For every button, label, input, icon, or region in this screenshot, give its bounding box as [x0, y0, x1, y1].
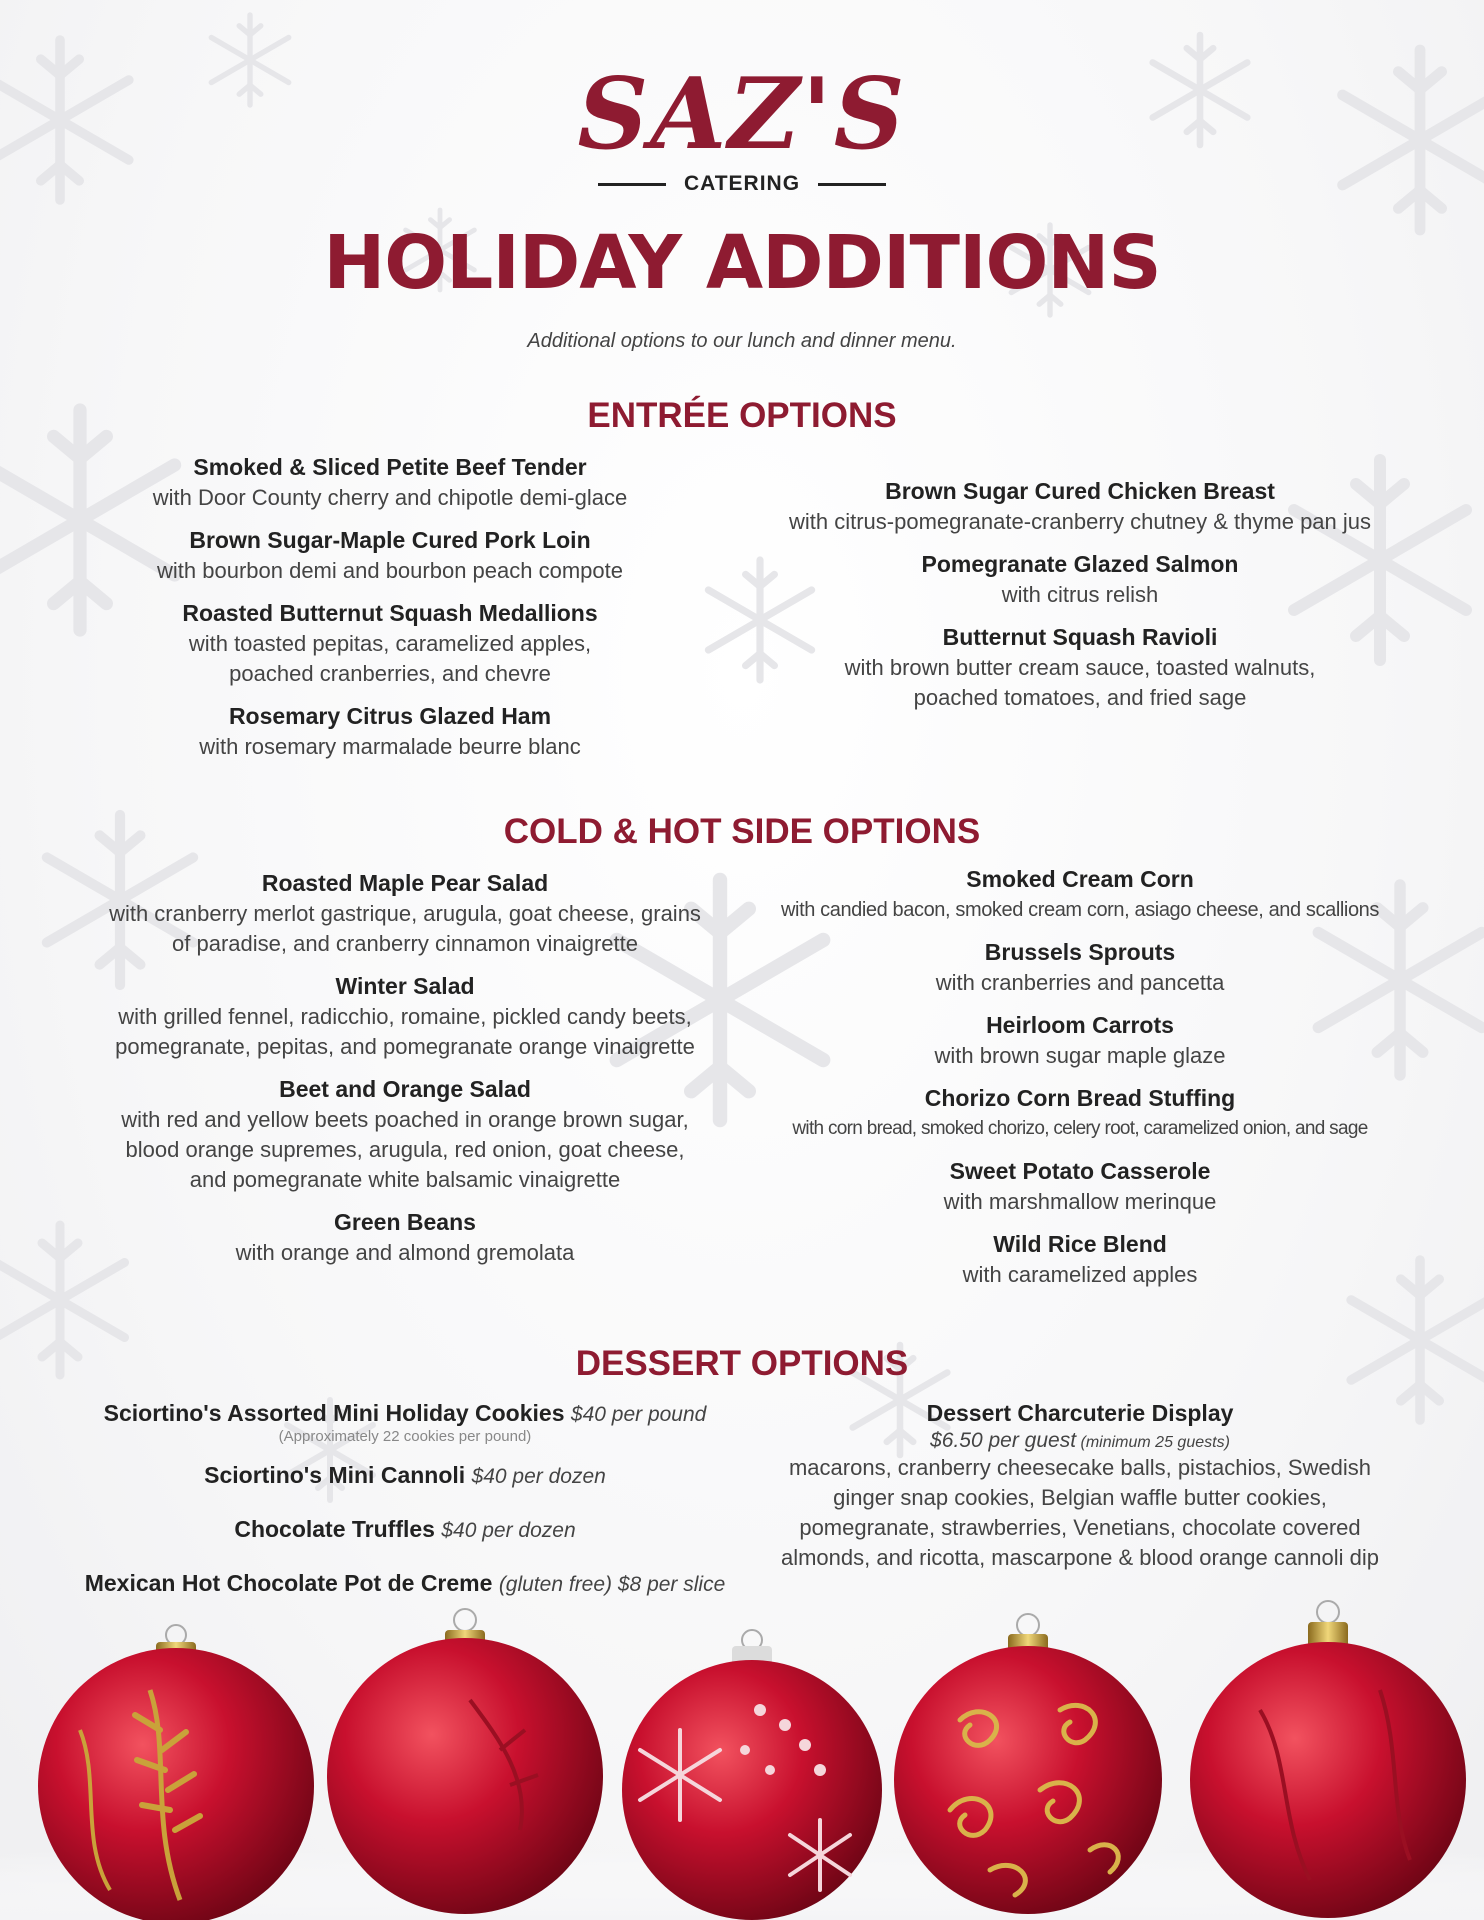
menu-item	[130, 452, 650, 513]
section-title-dessert: DESSERT OPTIONS	[575, 1344, 909, 1383]
logo-rule-left	[598, 183, 666, 186]
logo-subline	[0, 172, 1484, 196]
item-name: Sweet Potato Casserole	[949, 1158, 1211, 1184]
menu-item	[760, 622, 1400, 713]
menu-item	[100, 1207, 710, 1268]
item-name: Brussels Sprouts	[984, 939, 1176, 965]
item-desc: with cranberries and pancetta	[935, 970, 1225, 995]
item-desc: with red and yellow beets poached in orange brown sugar, blood orange supremes, arugula, red onion, goat cheese, and pomegranate white balsamic vinaigrette	[121, 1107, 689, 1192]
item-price: $6.50 per guest	[930, 1429, 1077, 1452]
page-subtitle: Additional options to our lunch and dinner menu.	[527, 330, 957, 352]
menu-item	[740, 1010, 1420, 1071]
menu-item	[740, 937, 1420, 998]
item-name: Sciortino's Assorted Mini Holiday Cookies	[103, 1400, 565, 1426]
item-desc: with orange and almond gremolata	[235, 1240, 575, 1265]
item-price: $40 per dozen	[441, 1519, 576, 1542]
ornament-4	[894, 1614, 1162, 1914]
item-price: $40 per dozen	[471, 1465, 606, 1488]
item-desc: with corn bread, smoked chorizo, celery root, caramelized onion, and sage	[792, 1118, 1368, 1139]
menu-item	[740, 1083, 1420, 1144]
menu-item	[100, 868, 710, 959]
entree-right-column	[760, 476, 1400, 725]
item-price-line	[770, 1429, 1390, 1453]
dessert-right-column	[770, 1398, 1390, 1573]
item-name: Green Beans	[334, 1209, 476, 1235]
item-desc: with rosemary marmalade beurre blanc	[199, 734, 581, 759]
item-desc: with brown sugar maple glaze	[934, 1043, 1226, 1068]
menu-item	[740, 864, 1420, 925]
section-title-entree: ENTRÉE OPTIONS	[587, 396, 897, 435]
item-name: Smoked Cream Corn	[966, 866, 1194, 892]
item-name: Mexican Hot Chocolate Pot de Creme	[84, 1570, 493, 1596]
menu-item	[760, 476, 1400, 537]
item-desc: with citrus relish	[1001, 582, 1159, 607]
ornament-3	[622, 1630, 882, 1920]
item-name: Rosemary Citrus Glazed Ham	[228, 703, 552, 729]
item-desc: with citrus-pomegranate-cranberry chutney & thyme pan jus	[788, 509, 1372, 534]
item-desc: with candied bacon, smoked cream corn, asiago cheese, and scallions	[781, 899, 1379, 921]
item-price: (gluten free) $8 per slice	[498, 1573, 726, 1596]
ornament-5	[1190, 1601, 1466, 1918]
item-desc: with toasted pepitas, caramelized apples, poached cranberries, and chevre	[188, 631, 592, 686]
item-name: Roasted Butternut Squash Medallions	[182, 600, 598, 626]
ornament-1	[38, 1625, 314, 1920]
item-name: Beet and Orange Salad	[279, 1076, 531, 1102]
menu-item	[130, 525, 650, 586]
item-desc: with marshmallow merinque	[943, 1189, 1217, 1214]
item-name: Chocolate Truffles	[234, 1516, 435, 1542]
logo-brand: SAZ'S	[577, 57, 907, 172]
menu-item	[760, 549, 1400, 610]
logo-sub-text: CATERING	[683, 172, 801, 195]
menu-item	[130, 598, 650, 689]
menu-item	[740, 1156, 1420, 1217]
menu-item	[60, 1514, 750, 1546]
item-name: Brown Sugar Cured Chicken Breast	[885, 478, 1275, 504]
item-name-line	[60, 1460, 750, 1492]
item-price: $40 per pound	[570, 1403, 707, 1426]
item-name: Smoked & Sliced Petite Beef Tender	[193, 454, 587, 480]
item-note: (minimum 25 guests)	[1080, 1434, 1230, 1451]
page-title: HOLIDAY ADDITIONS	[323, 220, 1161, 306]
item-name: Sciortino's Mini Cannoli	[204, 1462, 466, 1488]
item-name: Heirloom Carrots	[986, 1012, 1174, 1038]
menu-item	[130, 701, 650, 762]
item-name: Dessert Charcuterie Display	[926, 1400, 1234, 1426]
ornaments-image	[0, 1580, 1484, 1920]
item-name: Brown Sugar-Maple Cured Pork Loin	[189, 527, 591, 553]
logo	[0, 57, 1484, 196]
item-note: (Approximately 22 cookies per pound)	[278, 1428, 532, 1445]
menu-item	[60, 1398, 750, 1446]
item-name: Wild Rice Blend	[993, 1231, 1167, 1257]
menu-item	[740, 1229, 1420, 1290]
sides-right-column	[740, 864, 1420, 1302]
sides-left-column	[100, 868, 710, 1280]
item-name: Butternut Squash Ravioli	[942, 624, 1218, 650]
logo-rule-right	[818, 183, 886, 186]
item-desc: with grilled fennel, radicchio, romaine, pickled candy beets, pomegranate, pepitas, and pomegranate orange vinaigrette	[115, 1004, 695, 1059]
item-name-line	[60, 1398, 750, 1430]
ornament-2	[327, 1609, 603, 1914]
item-name-line	[60, 1514, 750, 1546]
item-name: Chorizo Corn Bread Stuffing	[924, 1085, 1236, 1111]
item-desc: with brown butter cream sauce, toasted walnuts, poached tomatoes, and fried sage	[844, 655, 1316, 710]
item-name: Pomegranate Glazed Salmon	[921, 551, 1239, 577]
item-desc: with bourbon demi and bourbon peach compote	[157, 558, 623, 583]
item-desc: macarons, cranberry cheesecake balls, pistachios, Swedish ginger snap cookies, Belgian waffle butter cookies, pomegranate, strawberries, Venetians, chocolate covered almonds, and ricotta, mascarpone & blood orange cannoli dip	[780, 1455, 1380, 1570]
entree-left-column	[130, 452, 650, 774]
item-desc: with caramelized apples	[962, 1262, 1198, 1287]
menu-item	[100, 1074, 710, 1195]
item-desc: with cranberry merlot gastrique, arugula, goat cheese, grains of paradise, and cranberry cinnamon vinaigrette	[109, 901, 701, 956]
item-desc: with Door County cherry and chipotle demi-glace	[152, 485, 628, 510]
menu-item	[60, 1460, 750, 1492]
menu-item	[100, 971, 710, 1062]
item-name: Roasted Maple Pear Salad	[261, 870, 549, 896]
item-name: Winter Salad	[335, 973, 475, 999]
section-title-sides: COLD & HOT SIDE OPTIONS	[503, 812, 981, 851]
